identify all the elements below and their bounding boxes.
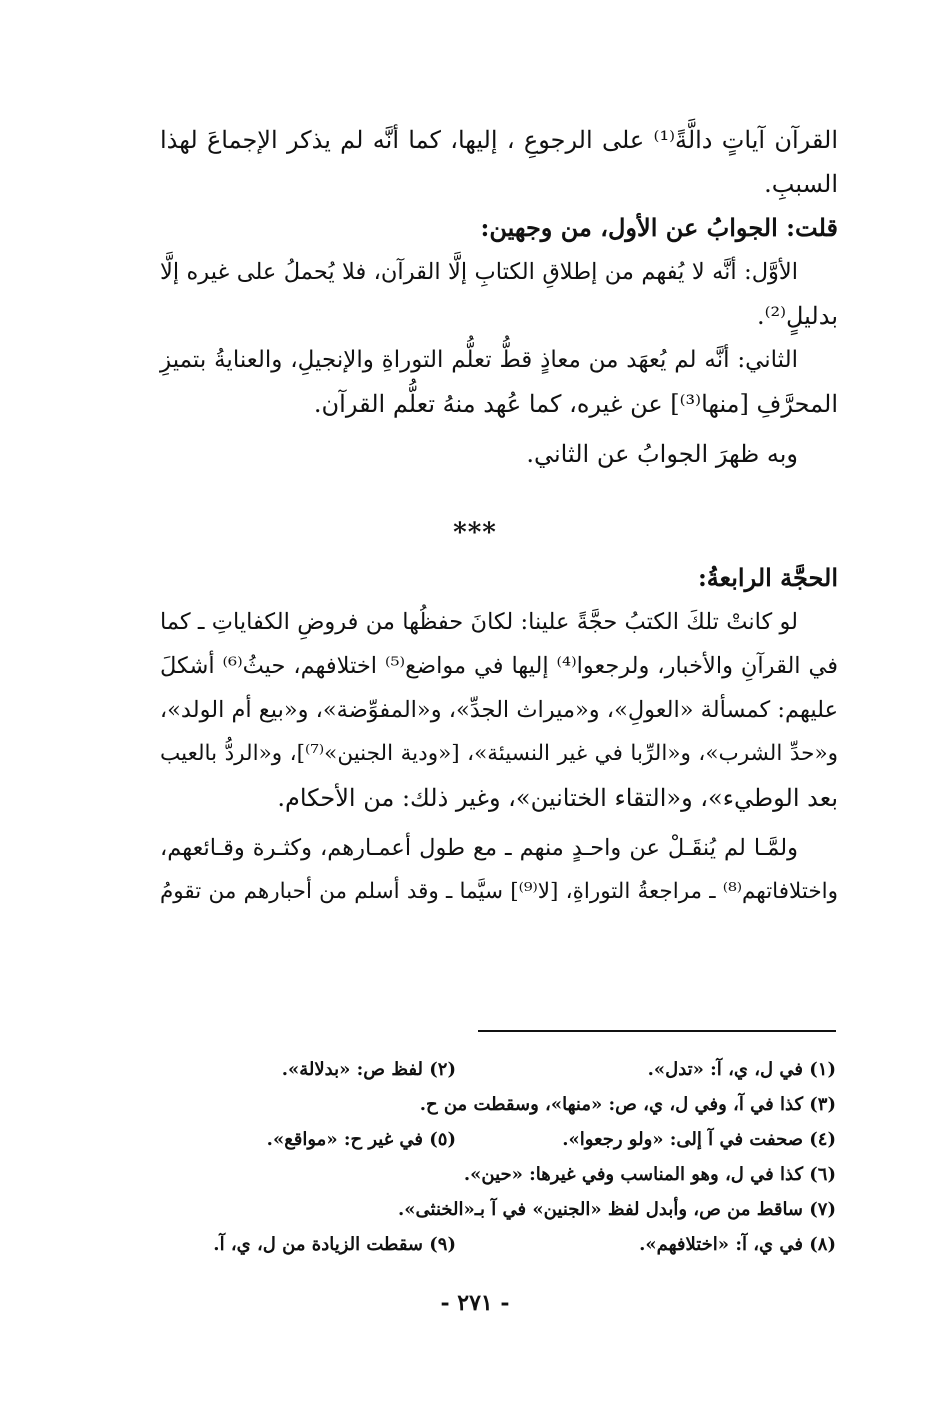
text-line: لو كانتْ تلكَ الكتبُ حجَّةً علينا: لكانَ حفظُها من فروضِ الكفاياتِ ـ كما [160, 609, 798, 635]
footnote: (٦) كذا في ل، وهو المناسب وفي غيرها: «حين». [463, 1164, 836, 1185]
footnote: (٨) في ي، آ: «اختلافهم». [639, 1234, 836, 1255]
text-line: وبه ظهرَ الجوابُ عن الثاني. [526, 440, 798, 468]
footnote-row [170, 1052, 836, 1087]
main-text-lower [160, 556, 838, 914]
footnote-row [170, 1157, 836, 1192]
text-line: واختلافاتهم⁽⁸⁾ ـ مراجعةُ التوراةِ، [لا⁽⁹⁾] سيَّما ـ وقد أسلم من أحبارهم من تقومُ [160, 879, 838, 904]
footnote: (٤) صحفت في آ إلى: «ولو رجعوا». [562, 1129, 836, 1150]
footnote-row [170, 1227, 836, 1262]
footnote-divider [478, 1030, 836, 1032]
fourth-argument-heading: الحجَّة الرابعةُ: [697, 563, 838, 592]
footnote: (٩) سقطت الزيادة من ل، ي، آ. [213, 1234, 456, 1255]
text-line: ولمَّـا لم يُنقَـلْ عن واحـدٍ منهم ـ مع طول أعمـارهم، وكثـرة وقـائعهم، [160, 835, 798, 861]
footnote: (٥) في غير ح: «مواقع». [266, 1129, 456, 1150]
text-line: بدليلٍ⁽²⁾. [756, 302, 838, 330]
footnote-row [170, 1087, 836, 1122]
section-separator: *** [453, 518, 497, 548]
page-number: - ٢٧١ - [440, 1290, 510, 1316]
footnotes [170, 1052, 836, 1262]
footnote: (١) في ل، ي، آ: «تدل». [647, 1059, 836, 1080]
text-line: المحرَّفِ [منها⁽³⁾] عن غيره، كما عُهد منهُ تعلُّم القرآن. [313, 390, 838, 418]
text-line: الأوَّل: أنَّه لا يُفهم من إطلاقِ الكتابِ إلَّا القرآن، فلا يُحملُ على غيره إلَّا [160, 259, 798, 285]
text-line: بعد الوطيء»، و«التقاء الختانين»، وغير ذلك: من الأحكام. [277, 784, 838, 812]
answer-heading: قلت: الجوابُ عن الأول، من وجهين: [480, 213, 838, 242]
footnote: (٧) ساقط من ص، وأبدل لفظ «الجنين» في آ بـ«الخنثى». [398, 1199, 836, 1220]
text-line: عليهم: كمسألة «العولِ»، و«ميراث الجدِّ»، و«المفوِّضة»، و«بيع أم الولد»، [159, 697, 838, 723]
text-line: في القرآنِ والأخبار، ولرجعوا⁽⁴⁾ إليها في مواضع⁽⁵⁾ اختلافهم، حيثُ⁽⁶⁾ أشكلَ [160, 653, 838, 679]
text-line: الثاني: أنَّه لم يُعهَد من معاذٍ قطُّ تعلُّم التوراةِ والإنجيلِ، والعنايةُ بتميزِ [160, 347, 798, 373]
footnote-row [170, 1192, 836, 1227]
text-line: و«حدِّ الشرب»، و«الرِّبا في غير النسيئة»، [«ودية الجنين»⁽⁷⁾]، و«الردُّ بالعيب [160, 741, 838, 766]
footnote: (٣) كذا في آ، وفي ل، ي، ص: «منها»، وسقطت من ح. [419, 1094, 836, 1115]
text-line: السببِ. [764, 170, 838, 198]
footnote: (٢) لفظ ص: «بدلالة». [281, 1059, 456, 1080]
main-text-upper [160, 118, 838, 476]
footnote-row [170, 1122, 836, 1157]
text-line: القرآن آياتٍ دالَّةً⁽¹⁾ على الرجوعِ ، إليها، كما أنَّه لم يذكر الإجماعَ لهذا [160, 126, 839, 154]
